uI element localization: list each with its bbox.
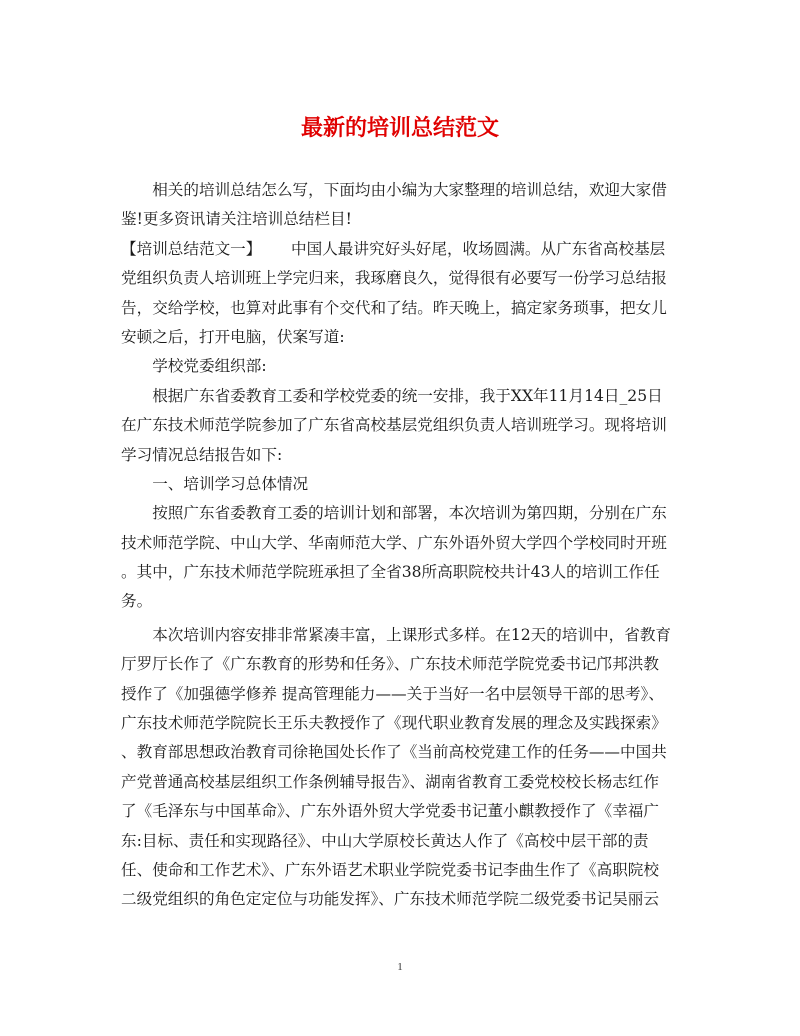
section-heading: 一、培训学习总体情况 xyxy=(121,474,309,493)
text-line: 授作了《加强德学修养 提高管理能力——关于当好一名中层领导干部的思考》、 xyxy=(121,684,664,703)
text-line: 学习情况总结报告如下: xyxy=(121,445,283,464)
text-line: 相关的培训总结怎么写，下面均由小编为大家整理的培训总结，欢迎大家借 xyxy=(121,181,667,199)
paragraph-overall xyxy=(121,499,683,617)
text-line: 二级党组织的角色定定位与功能发挥》、广东技术师范学院二级党委书记吴丽云 xyxy=(121,890,659,909)
paragraph-content xyxy=(121,621,683,915)
text-line: 学校党委组织部: xyxy=(121,357,267,376)
document-body xyxy=(121,176,683,915)
text-line: 务。 xyxy=(121,592,153,611)
text-line: 党组织负责人培训班上学完归来，我琢磨良久，觉得很有必要写一份学习总结报 xyxy=(121,269,667,288)
paragraph-salutation xyxy=(121,352,683,381)
text-line: 产党普通高校基层组织工作条例辅导报告》、湖南省教育工委党校校长杨志红作 xyxy=(121,772,659,791)
text-segment: 中国人最讲究好头好尾，收场圆满。从广东省高校基层 xyxy=(291,239,666,258)
text-line: 鉴!更多资讯请关注培训总结栏目! xyxy=(121,210,352,229)
text-line: 安顿之后，打开电脑，伏案写道: xyxy=(121,327,345,346)
page-number: 1 xyxy=(397,961,403,973)
text-line: 任、使命和工作艺术》、广东外语艺术职业学院党委书记李曲生作了《高职院校 xyxy=(121,860,659,879)
document-title: 最新的培训总结范文 xyxy=(300,115,499,141)
text-line: 。其中，广东技术师范学院班承担了全省38所高职院校共计43人的培训工作任 xyxy=(121,563,660,582)
text-line: 告，交给学校，也算对此事有个交代和了结。昨天晚上，搞定家务琐事，把女儿 xyxy=(121,298,667,317)
text-line: 在广东技术师范学院参加了广东省高校基层党组织负责人培训班学习。现将培训 xyxy=(121,416,667,435)
text-line: 本次培训内容安排非常紧凑丰富，上课形式多样。在12天的培训中，省教育 xyxy=(121,625,672,644)
sample-heading: 【培训总结范文一】 xyxy=(121,239,262,258)
text-line: 、教育部思想政治教育司徐艳国处长作了《当前高校党建工作的任务——中国共 xyxy=(121,743,667,762)
text-line: 广东技术师范学院院长王乐夫教授作了《现代职业教育发展的理念及实践探索》 xyxy=(121,714,667,733)
text-line: 东:目标、责任和实现路径》、中山大学原校长黄达人作了《高校中层干部的责 xyxy=(121,831,649,850)
section-heading-one xyxy=(121,470,683,499)
paragraph-intro xyxy=(121,176,683,235)
text-line: 按照广东省委教育工委的培训计划和部署，本次培训为第四期，分别在广东 xyxy=(121,504,667,523)
text-line-with-heading xyxy=(121,235,683,264)
text-line: 厅罗厅长作了《广东教育的形势和任务》、广东技术师范学院党委书记邝邦洪教 xyxy=(121,655,659,674)
paragraph-sample-one xyxy=(121,235,683,353)
text-line: 了《毛泽东与中国革命》、广东外语外贸大学党委书记董小麒教授作了《幸福广 xyxy=(121,802,659,821)
text-line: 根据广东省委教育工委和学校党委的统一安排，我于XX年11月14日_25日 xyxy=(121,386,663,405)
paragraph-background xyxy=(121,382,683,470)
text-line: 技术师范学院、中山大学、华南师范大学、广东外语外贸大学四个学校同时开班 xyxy=(121,533,667,552)
